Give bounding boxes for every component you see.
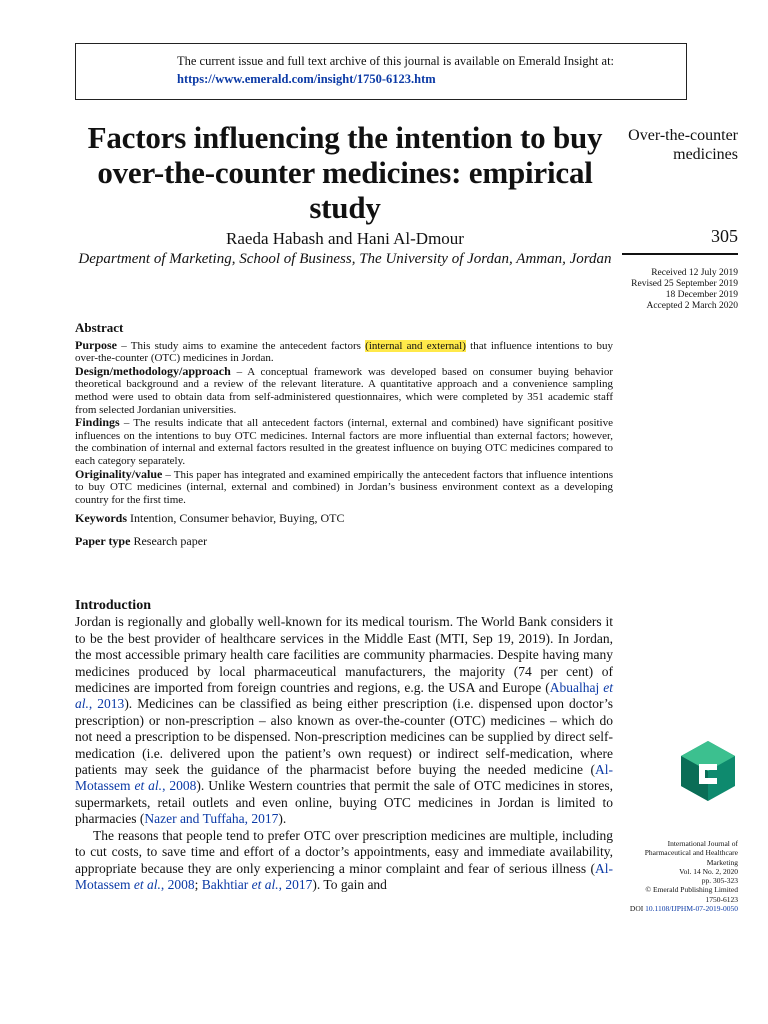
keywords-text: Intention, Consumer behavior, Buying, OTC: [127, 511, 345, 526]
purpose-highlight: (internal and external): [365, 339, 466, 352]
affiliation: Department of Marketing, School of Business, The University of Jordan, Amman, Jordan: [78, 251, 612, 267]
abstract-heading: Abstract: [75, 320, 124, 335]
authors: Raeda Habash and Hani Al-Dmour: [226, 229, 464, 248]
purpose-label: Purpose: [75, 337, 117, 352]
intro-text: ). Unlike Western countries that permit the sale of OTC medicines in stores, supermarkets, retail outlets and even online, buying OTC medicines in Jordan is limited to pharmacies (: [75, 778, 614, 827]
doi-label: DOI: [629, 904, 646, 914]
citation-link[interactable]: Al-Motassem et al., 2008: [75, 762, 613, 794]
paper-type-text: Research paper: [130, 533, 208, 548]
journal-line: pp. 305-323: [701, 876, 738, 886]
keywords-label: Keywords: [75, 511, 127, 526]
design-label: Design/methodology/approach: [75, 363, 231, 378]
citation-link[interactable]: Al-Motassem et al., 2008: [75, 860, 613, 892]
intro-text: ;: [194, 876, 202, 892]
paper-type: [75, 535, 613, 548]
journal-line: 1750-6123: [705, 894, 738, 904]
journal-line: © Emerald Publishing Limited: [645, 885, 738, 895]
journal-line: Pharmaceutical and Healthcare: [644, 848, 738, 858]
abstract-section: [75, 322, 613, 548]
originality-text: – This paper has integrated and examined empirically the antecedent factors that influence intentions to buy OTC medicines (internal, external and combined) in Jordan’s business environment context as a developing country for the first time.: [75, 468, 613, 506]
accepted-date: Accepted 2 March 2020: [646, 301, 738, 311]
running-topic: Over-the-counter medicines: [628, 127, 738, 163]
intro-paragraph-2: [75, 828, 613, 894]
purpose-text-pre: – This study aims to examine the antecedent factors: [117, 339, 366, 352]
intro-text: The reasons that people tend to prefer OTC over prescription medicines are multiple, including to cut costs, to save time and effort of a doctor’s appointments, easy and immediate availability, appropriate because they are only experiencing a minor complaint and fear of serious illness (: [75, 827, 613, 876]
sidebar-divider: [622, 253, 738, 255]
journal-line: Vol. 14 No. 2, 2020: [679, 866, 738, 876]
journal-line: Marketing: [706, 857, 738, 867]
citation-link[interactable]: Bakhtiar et al., 2017: [201, 876, 313, 892]
doi-line: [603, 904, 738, 913]
journal-info: [603, 839, 738, 913]
article-dates: [588, 268, 738, 312]
intro-paragraph-1: [75, 614, 613, 827]
citation-link[interactable]: Nazer and Tuffaha, 2017: [144, 811, 279, 827]
intro-text: ). Medicines can be classified as being either prescription (i.e. dispensed upon doctor’s prescription) or non-prescription – also known as over-the-counter (OTC) medicines – which do not need a prescription to be dispensed. Non-prescription medicines can be supplied by direct self-medication (i.e. delivered upon the patient’s own request) or indirect self-medication, where patients may seek the guidance of the pharmacist before buying the needed medicine (: [75, 696, 613, 778]
findings-text: – The results indicate that all antecedent factors (internal, external and combined) have significant positive influences on the intentions to buy OTC medicines. Internal factors are more influential than external factors; however, the combination of internal and external factors resulted in the greatest influence on buying OTC medicines compared to each category separately.: [75, 417, 613, 467]
abstract-findings: [75, 416, 613, 467]
abstract-purpose: [75, 339, 613, 365]
introduction-heading: Introduction: [75, 598, 151, 613]
received-date: Received 12 July 2019: [651, 268, 738, 278]
article-title: Factors influencing the intention to buy over-the-counter medicines: empirical study: [87, 120, 603, 225]
intro-text: ). To gain and: [312, 876, 387, 892]
abstract-originality: [75, 468, 613, 507]
purpose-text-post: that influence intentions to buy over-the-counter (OTC) medicines in Jordan.: [75, 339, 613, 365]
revised-date: Revised 25 September 2019: [631, 279, 738, 289]
intro-text: Jordan is regionally and globally well-known for its medical tourism. The World Bank considers it to be the best provider of healthcare services in the Middle East (MTI, Sep 19, 2019). In Jordan, the most accessible primary health care facilities are community pharmacies. Despite having many medicines produced by local pharmaceutical manufacturers, the majority (74 per cent) of medicines are imported from foreign countries and regions, e.g. the USA and Europe (: [75, 614, 613, 696]
access-banner: [75, 43, 687, 100]
originality-label: Originality/value: [75, 466, 163, 481]
banner-text: The current issue and full text archive of this journal is available on Emerald Insight at:: [177, 54, 615, 68]
keywords: [75, 512, 613, 525]
doi-link[interactable]: 10.1108/IJPHM-07-2019-0050: [645, 904, 738, 914]
citation-link[interactable]: Abualhaj et al., 2013: [75, 680, 613, 712]
journal-url-link[interactable]: https://www.emerald.com/insight/1750-6123.htm: [177, 72, 436, 86]
journal-line: International Journal of: [667, 839, 738, 848]
introduction-section: [75, 598, 613, 893]
revised-date-2: 18 December 2019: [665, 290, 738, 300]
intro-text: ).: [278, 811, 287, 827]
abstract-design: [75, 365, 613, 416]
paper-type-label: Paper type: [75, 533, 131, 548]
design-text: – A conceptual framework was developed based on consumer buying behavior theoretical background and a review of the relevant literature. A quantitative approach and a convenience sampling method were used to obtain data from self-administered questionnaires, which were completed by 351 academic staff from selected Jordanian universities.: [75, 365, 613, 416]
findings-label: Findings: [75, 415, 120, 430]
emerald-logo-icon: [677, 740, 739, 802]
page-number: 305: [711, 226, 738, 246]
